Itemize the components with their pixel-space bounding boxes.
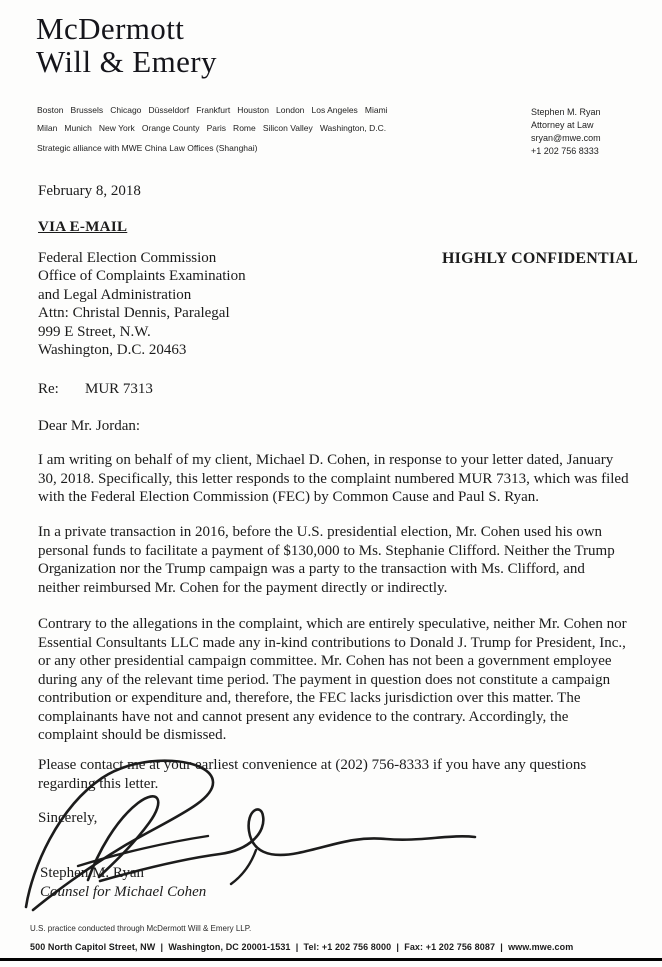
offices-line-1: Boston Brussels Chicago Düsseldorf Frankfurt Houston London Los Angeles Miami — [37, 105, 388, 115]
recipient-address-line: Federal Election Commission — [38, 250, 217, 266]
delivery-method: VIA E-MAIL — [38, 219, 128, 235]
body-paragraph-1: I am writing on behalf of my client, Michael D. Cohen, in response to your letter dated, January 30, 2018. Specifically, this letter responds to the complaint numbered MUR 7313, which was filed with the Federal Election Commission (FEC) by Common Cause and Paul S. Ryan. — [38, 452, 629, 505]
recipient-address-line: Attn: Christal Dennis, Paralegal — [38, 305, 230, 322]
attorney-email: sryan@mwe.com — [531, 133, 601, 143]
recipient-address-line: Office of Complaints Examination — [38, 268, 246, 285]
firm-logo — [36, 12, 217, 78]
letter-date: February 8, 2018 — [38, 183, 141, 199]
firm-logo-line1: McDermott — [36, 11, 185, 46]
re-label: Re: — [38, 381, 59, 397]
attorney-name: Stephen M. Ryan — [531, 107, 601, 117]
confidential-stamp: HIGHLY CONFIDENTIAL — [442, 250, 638, 267]
recipient-address-line: and Legal Administration — [38, 286, 192, 303]
footer-address-line: 500 North Capitol Street, NW | Washington, DC 20001-1531 | Tel: +1 202 756 8000 | Fax: +1 202 756 8087 | www.mwe.com — [30, 942, 574, 952]
signer-role: Counsel for Michael Cohen — [40, 884, 207, 900]
recipient-address-line: 999 E Street, N.W. — [38, 323, 151, 340]
re-line — [38, 381, 153, 398]
body-paragraph-4: Please contact me at your earliest convenience at (202) 756-8333 if you have any questions regarding this letter. — [38, 757, 587, 792]
recipient-address-block — [38, 249, 246, 359]
salutation: Dear Mr. Jordan: — [38, 418, 141, 434]
practice-note: U.S. practice conducted through McDermott Will & Emery LLP. — [30, 924, 252, 933]
offices-line-2: Milan Munich New York Orange County Paris Rome Silicon Valley Washington, D.C. — [37, 122, 387, 133]
firm-logo-line2: Will & Emery — [36, 44, 217, 79]
body-paragraph-3: Contrary to the allegations in the complaint, which are entirely speculative, neither Mr. Cohen nor Essential Consultants LLC made any in-kind contributions to Donald J. Trump for President, Inc., or any other presidential campaign committee. Mr. Cohen has not been a government employee during any of the relevant time period. The payment in question does not constitute a campaign contribution or expenditure and, therefore, the FEC lacks jurisdiction over this matter. The complainants have not and cannot present any evidence to the contrary. Accordingly, the complaint should be dismissed. — [38, 616, 627, 743]
attorney-phone: +1 202 756 8333 — [531, 146, 599, 156]
attorney-title: Attorney at Law — [531, 120, 594, 130]
alliance-note: Strategic alliance with MWE China Law Offices (Shanghai) — [37, 142, 258, 153]
offices-block — [37, 106, 388, 153]
closing-salutation: Sincerely, — [38, 810, 98, 826]
attorney-contact-block — [531, 106, 601, 158]
re-value: MUR 7313 — [85, 381, 153, 397]
bottom-rule — [0, 958, 662, 961]
body-paragraph-2: In a private transaction in 2016, before the U.S. presidential election, Mr. Cohen used his own personal funds to facilitate a payment of $130,000 to Ms. Stephanie Clifford. Neither the Trump Organization nor the Trump campaign was a party to the transaction with Ms. Clifford, and neither reimbursed Mr. Cohen for the payment directly or indirectly. — [38, 524, 615, 596]
signer-name: Stephen M. Ryan — [40, 865, 144, 881]
recipient-address-line: Washington, D.C. 20463 — [38, 342, 187, 359]
